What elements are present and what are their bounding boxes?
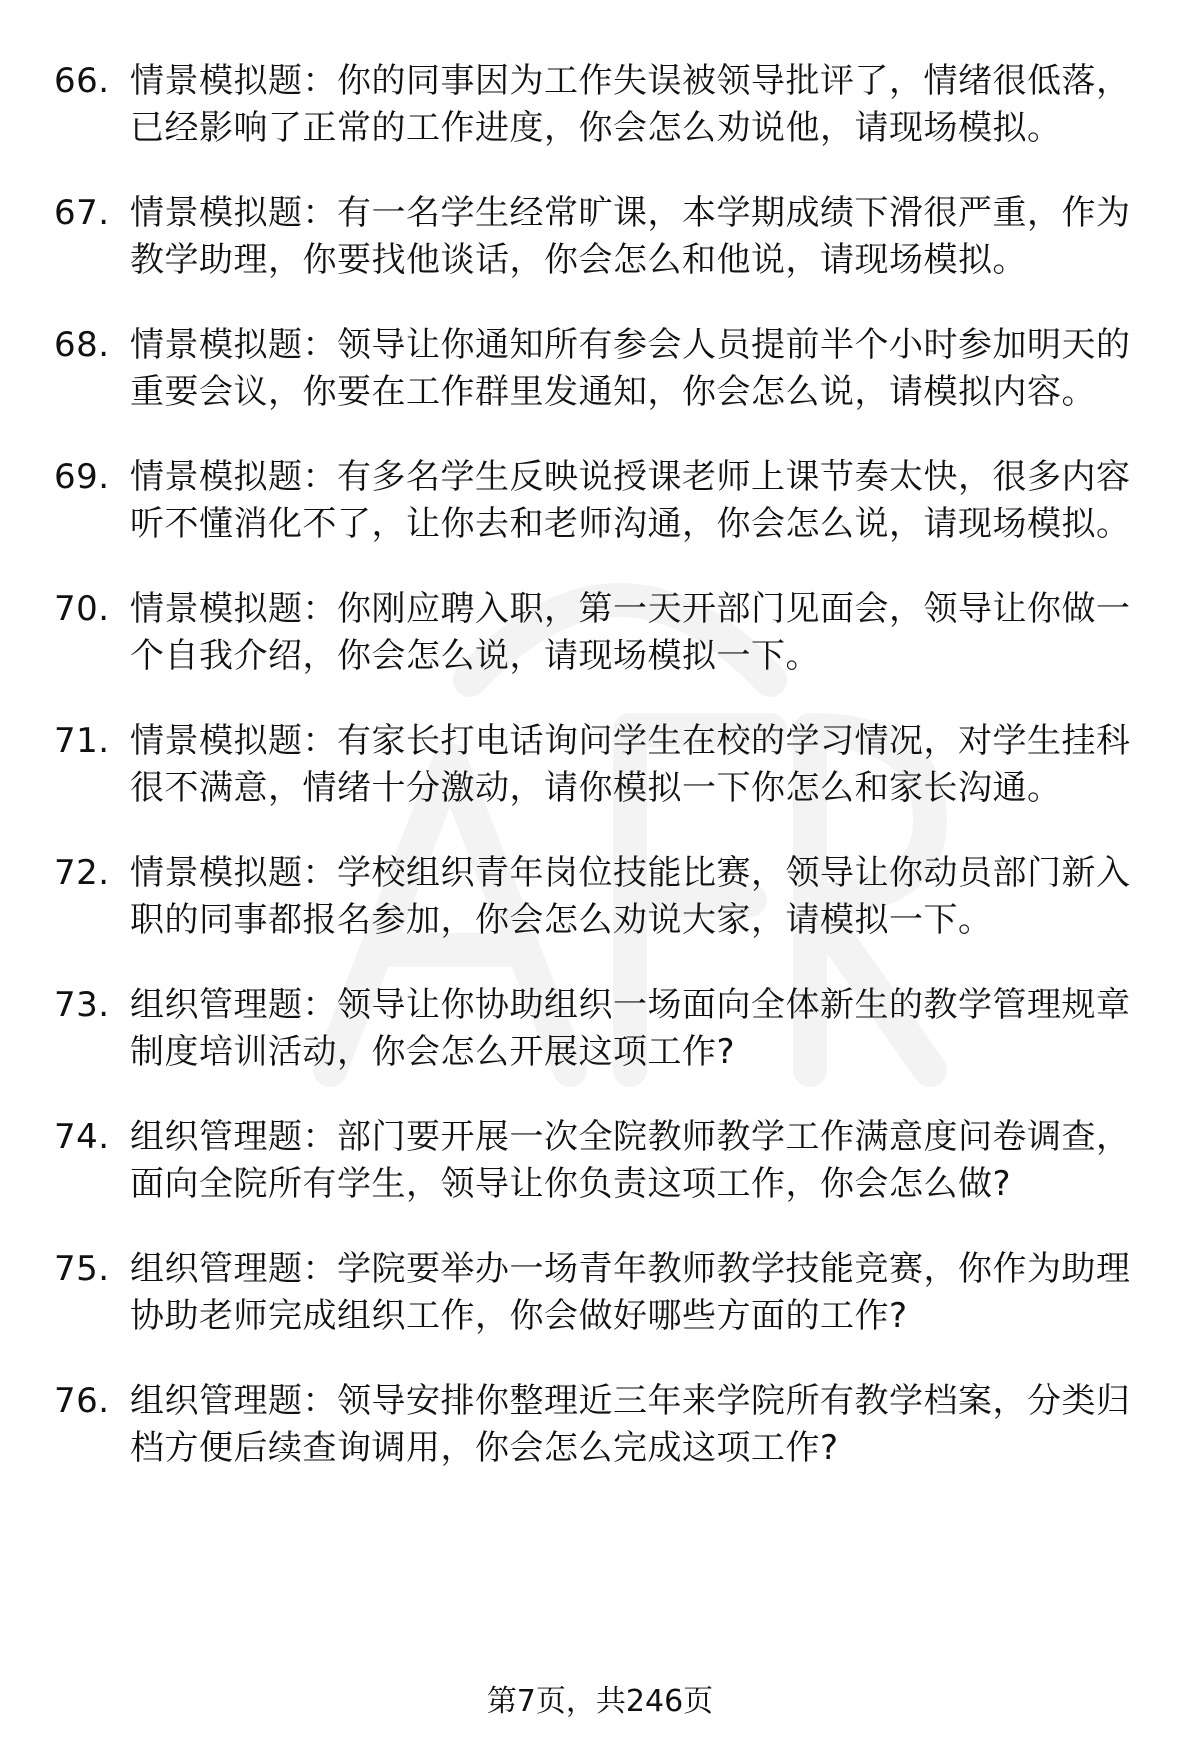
question-text: 组织管理题：部门要开展一次全院教师教学工作满意度问卷调查，面向全院所有学生，领导让你负责这项工作，你会怎么做? <box>130 1117 1131 1204</box>
question-number: 72. <box>54 853 110 893</box>
question-text: 情景模拟题：你的同事因为工作失误被领导批评了，情绪很低落，已经影响了正常的工作进度，你会怎么劝说他，请现场模拟。 <box>130 61 1131 148</box>
question-list <box>54 58 1144 1510</box>
question-number: 76. <box>54 1381 110 1421</box>
question-item <box>54 1246 1144 1340</box>
question-text: 情景模拟题：领导让你通知所有参会人员提前半个小时参加明天的重要会议，你要在工作群里发通知，你会怎么说，请模拟内容。 <box>130 325 1131 412</box>
question-text: 情景模拟题：你刚应聘入职，第一天开部门见面会，领导让你做一个自我介绍，你会怎么说，请现场模拟一下。 <box>130 589 1131 676</box>
question-item <box>54 1114 1144 1208</box>
question-number: 67. <box>54 193 110 233</box>
question-text: 组织管理题：领导让你协助组织一场面向全体新生的教学管理规章制度培训活动，你会怎么开展这项工作? <box>130 985 1131 1072</box>
question-item <box>54 322 1144 416</box>
question-item <box>54 586 1144 680</box>
question-item <box>54 58 1144 152</box>
question-number: 68. <box>54 325 110 365</box>
question-item <box>54 190 1144 284</box>
question-number: 70. <box>54 589 110 629</box>
question-item <box>54 718 1144 812</box>
question-item <box>54 454 1144 548</box>
question-number: 71. <box>54 721 110 761</box>
question-item <box>54 1378 1144 1472</box>
question-text: 情景模拟题：学校组织青年岗位技能比赛，领导让你动员部门新入职的同事都报名参加，你会怎么劝说大家，请模拟一下。 <box>130 853 1131 940</box>
question-number: 73. <box>54 985 110 1025</box>
question-number: 66. <box>54 61 110 101</box>
question-text: 组织管理题：学院要举办一场青年教师教学技能竞赛，你作为助理协助老师完成组织工作，你会做好哪些方面的工作? <box>130 1249 1131 1336</box>
question-text: 组织管理题：领导安排你整理近三年来学院所有教学档案，分类归档方便后续查询调用，你会怎么完成这项工作? <box>130 1381 1131 1468</box>
question-text: 情景模拟题：有家长打电话询问学生在校的学习情况，对学生挂科很不满意，情绪十分激动，请你模拟一下你怎么和家长沟通。 <box>130 721 1131 808</box>
question-item <box>54 982 1144 1076</box>
question-number: 74. <box>54 1117 110 1157</box>
page-footer: 第7页，共246页 <box>486 1684 714 1719</box>
question-item <box>54 850 1144 944</box>
question-text: 情景模拟题：有一名学生经常旷课，本学期成绩下滑很严重，作为教学助理，你要找他谈话，你会怎么和他说，请现场模拟。 <box>130 193 1131 280</box>
question-number: 75. <box>54 1249 110 1289</box>
question-number: 69. <box>54 457 110 497</box>
question-text: 情景模拟题：有多名学生反映说授课老师上课节奏太快，很多内容听不懂消化不了，让你去和老师沟通，你会怎么说，请现场模拟。 <box>130 457 1131 544</box>
